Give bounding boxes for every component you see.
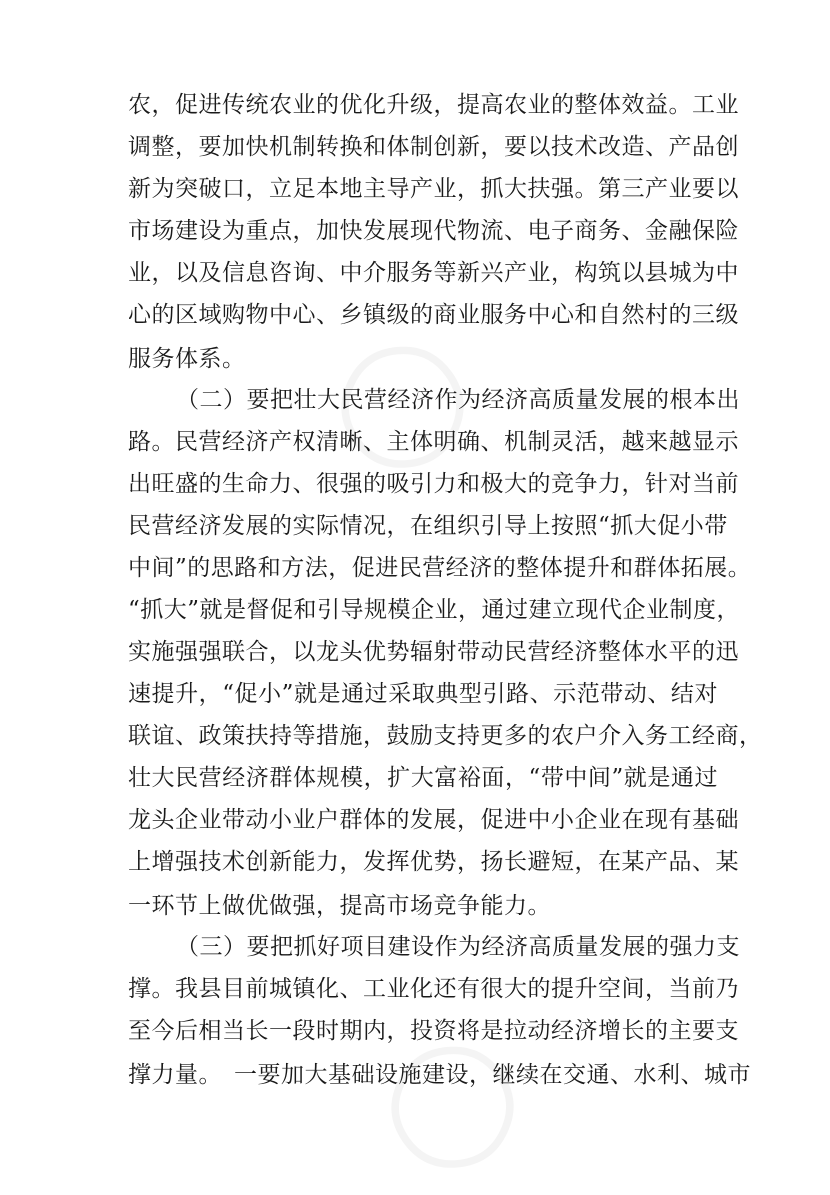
text-line: 市场建设为重点，加快发展现代物流、电子商务、金融保险 [128,218,739,244]
text-line: 龙头企业带动小业户群体的发展，促进中小企业在现有基础 [128,807,739,833]
text-line: 联谊、政策扶持等措施，鼓励支持更多的农户介入务工经商， [128,723,763,749]
text-line: 调整，要加快机制转换和体制创新，要以技术改造、产品创 [128,134,739,160]
text-line: 新为突破口，立足本地主导产业，抓大扶强。第三产业要以 [128,176,739,202]
text-line: 壮大民营经济群体规模，扩大富裕面，“带中间”就是通过 [128,765,718,791]
text-line: 服务体系。 [128,346,246,372]
text-line: （三）要把抓好项目建设作为经济高质量发展的强力支 [176,934,740,960]
text-line: 出旺盛的生命力、很强的吸引力和极大的竞争力，针对当前 [128,471,739,497]
text-line: 实施强强联合，以龙头优势辐射带动民营经济整体水平的迅 [128,639,739,665]
text-line: 一环节上做优做强，提高市场竞争能力。 [128,893,551,919]
text-line: 心的区域购物中心、乡镇级的商业服务中心和自然村的三级 [128,302,739,328]
text-line: 速提升，“促小”就是通过采取典型引路、示范带动、结对 [128,681,718,707]
text-line: 上增强技术创新能力，发挥优势，扬长避短，在某产品、某 [128,849,739,875]
text-line: 民营经济发展的实际情况，在组织引导上按照“抓大促小带 [128,513,728,539]
text-line: 中间”的思路和方法，促进民营经济的整体提升和群体拓展。 [128,555,752,581]
text-line: 路。民营经济产权清晰、主体明确、机制灵活，越来越显示 [128,429,739,455]
text-line: 农，促进传统农业的优化升级，提高农业的整体效益。工业 [128,92,739,118]
text-line: 撑力量。 一要加大基础设施建设，继续在交通、水利、城市 [128,1062,751,1088]
text-line: “抓大”就是督促和引导规模企业，通过建立现代企业制度， [128,597,741,623]
text-line: 业，以及信息咨询、中介服务等新兴产业，构筑以县城为中 [128,260,739,286]
text-line: （二）要把壮大民营经济作为经济高质量发展的根本出 [176,387,740,413]
text-line: 撑。我县目前城镇化、工业化还有很大的提升空间，当前乃 [128,976,739,1002]
text-line: 至今后相当长一段时期内，投资将是拉动经济增长的主要支 [128,1018,739,1044]
